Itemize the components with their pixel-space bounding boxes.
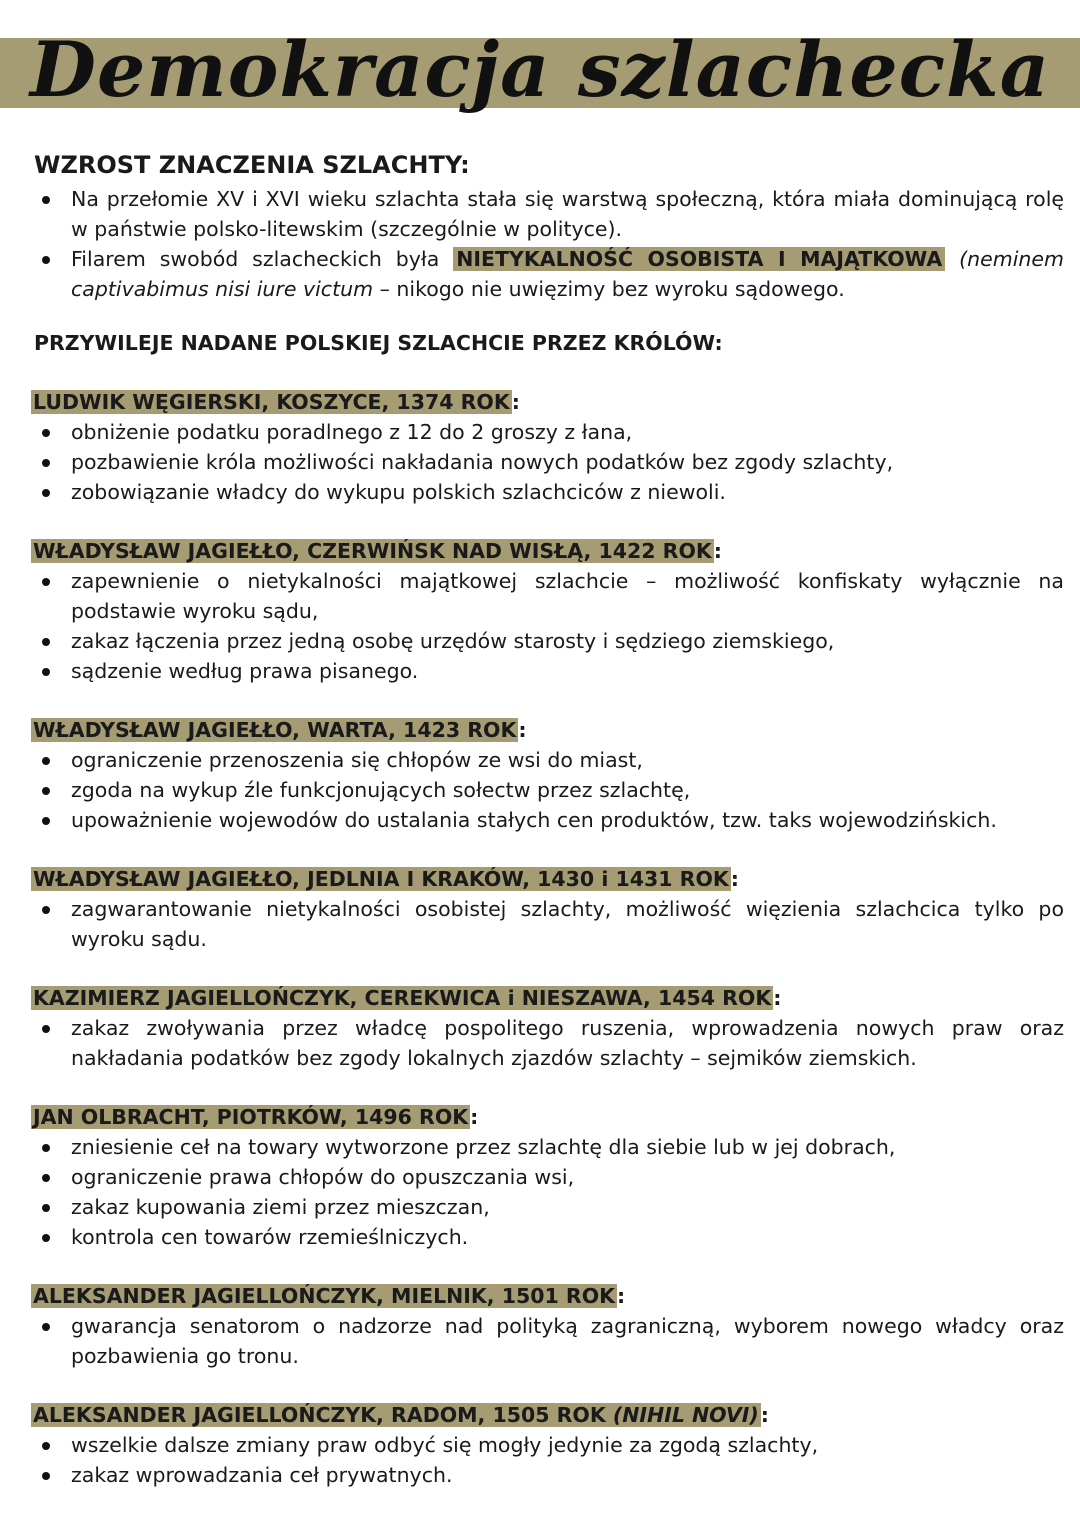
list-item: ograniczenie przenoszenia się chłopów ze wsi do miast, [34, 745, 1064, 775]
section-heading: WZROST ZNACZENIA SZLACHTY: [34, 151, 470, 179]
list-item: upoważnienie wojewodów do ustalania stałych cen produktów, tzw. taks wojewodzińskich. [34, 805, 1064, 835]
list-item: zobowiązanie władcy do wykupu polskich szlachciców z niewoli. [34, 477, 1064, 507]
list-item: obniżenie podatku poradlnego z 12 do 2 groszy z łana, [34, 417, 1064, 447]
list-item: zgoda na wykup źle funkcjonujących sołectw przez szlachtę, [34, 775, 1064, 805]
list-item: ograniczenie prawa chłopów do opuszczania wsi, [34, 1162, 1064, 1192]
privileges-heading: PRZYWILEJE NADANE POLSKIEJ SZLACHCIE PRZEZ KRÓLÓW: [34, 331, 723, 355]
privilege-heading: KAZIMIERZ JAGIELLOŃCZYK, CEREKWICA i NIESZAWA, 1454 ROK: [33, 986, 782, 1010]
privilege-heading: ALEKSANDER JAGIELLOŃCZYK, MIELNIK, 1501 ROK: [33, 1284, 626, 1308]
privilege-heading: WŁADYSŁAW JAGIEŁŁO, JEDLNIA I KRAKÓW, 1430 i 1431 ROK: [33, 867, 739, 891]
privilege-section [34, 1400, 1064, 1490]
section-heading-text: WZROST ZNACZENIA SZLACHTY [34, 151, 461, 179]
privilege-section [34, 1102, 1064, 1252]
privilege-heading: JAN OLBRACHT, PIOTRKÓW, 1496 ROK: [33, 1105, 479, 1129]
privilege-heading: ALEKSANDER JAGIELLOŃCZYK, RADOM, 1505 ROK (NIHIL NOVI): [33, 1403, 769, 1427]
privilege-heading: WŁADYSŁAW JAGIEŁŁO, CZERWIŃSK NAD WISŁĄ, 1422 ROK: [33, 539, 722, 563]
list-item: zakaz wprowadzania ceł prywatnych. [34, 1460, 1064, 1490]
privilege-section [34, 1281, 1064, 1371]
privilege-section [34, 715, 1064, 835]
list-item: zakaz kupowania ziemi przez mieszczan, [34, 1192, 1064, 1222]
list-item: gwarancja senatorom o nadzorze nad polityką zagraniczną, wyborem nowego władcy oraz pozbawienia go tronu. [34, 1311, 1064, 1371]
privilege-heading: LUDWIK WĘGIERSKI, KOSZYCE, 1374 ROK: [33, 390, 520, 414]
list-item: zakaz łączenia przez jedną osobę urzędów starosty i sędziego ziemskiego, [34, 626, 1064, 656]
highlighted-keyword: NIETYKALNOŚĆ OSOBISTA I MAJĄTKOWA [453, 247, 945, 271]
privilege-section [34, 536, 1064, 686]
list-item: zniesienie ceł na towary wytworzone przez szlachtę dla siebie lub w jej dobrach, [34, 1132, 1064, 1162]
privilege-section [34, 983, 1064, 1073]
privilege-section [34, 864, 1064, 954]
list-item: zapewnienie o nietykalności majątkowej szlachcie – możliwość konfiskaty wyłącznie na podstawie wyroku sądu, [34, 566, 1064, 626]
list-item: Na przełomie XV i XVI wieku szlachta stała się warstwą społeczną, która miała dominującą rolę w państwie polsko-litewskim (szczególnie w polityce). [34, 184, 1064, 244]
list-item: kontrola cen towarów rzemieślniczych. [34, 1222, 1064, 1252]
list-item: Filarem swobód szlacheckich była NIETYKALNOŚĆ OSOBISTA I MAJĄTKOWA (neminem captivabimus nisi iure victum – nikogo nie uwięzimy bez wyroku sądowego. [34, 244, 1064, 304]
list-item: wszelkie dalsze zmiany praw odbyć się mogły jedynie za zgodą szlachty, [34, 1430, 1064, 1460]
list-item: zakaz zwoływania przez władcę pospolitego ruszenia, wprowadzenia nowych praw oraz nakładania podatków bez zgody lokalnych zjazdów szlachty – sejmików ziemskich. [34, 1013, 1064, 1073]
section-list [34, 184, 1064, 304]
privilege-section [34, 387, 1064, 507]
latin-phrase: (neminem captivabimus nisi iure victum [71, 247, 1064, 301]
list-item: pozbawienie króla możliwości nakładania nowych podatków bez zgody szlachty, [34, 447, 1064, 477]
nihil-novi-label: (NIHIL NOVI) [612, 1403, 759, 1427]
list-item: zagwarantowanie nietykalności osobistej szlachty, możliwość więzienia szlachcica tylko po wyroku sądu. [34, 894, 1064, 954]
page-title: Demokracja szlachecka [30, 25, 1050, 114]
list-item: sądzenie według prawa pisanego. [34, 656, 1064, 686]
privilege-heading: WŁADYSŁAW JAGIEŁŁO, WARTA, 1423 ROK: [33, 718, 527, 742]
document-body [34, 148, 1064, 1490]
